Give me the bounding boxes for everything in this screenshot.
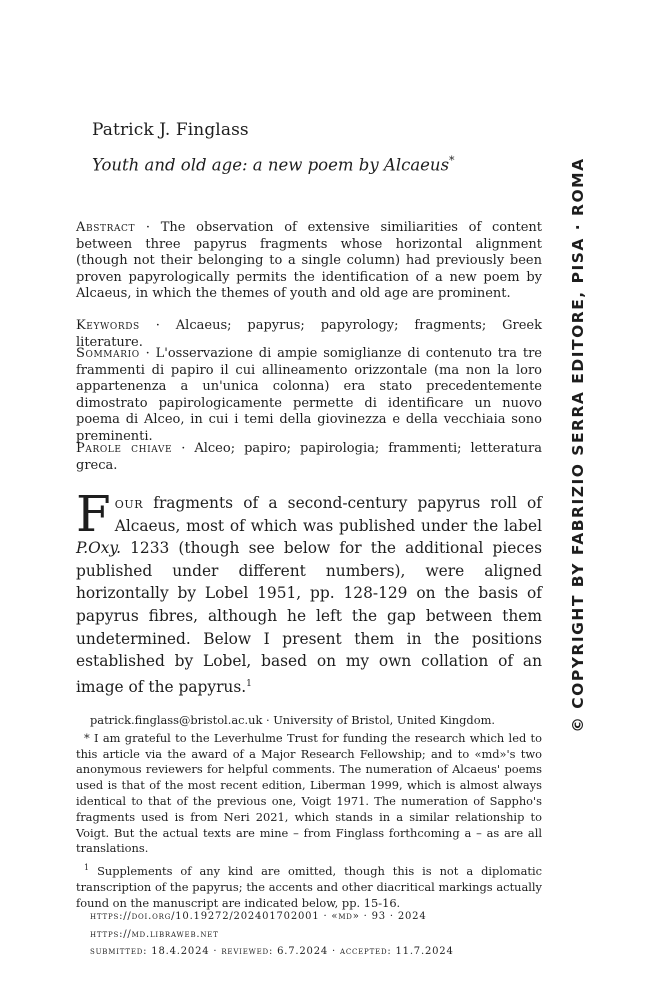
sommario-separator: · (145, 346, 150, 361)
abstract-separator: · (145, 220, 150, 235)
footnote-1-text: Supplements of any kind are omitted, though this is not a diplomatic transcription of the papyrus; the accents and other diacritical markings actually found on the manuscript are indicated below, pp. 15-16. (76, 863, 542, 910)
title-footnote-mark: * (449, 154, 455, 167)
keywords-text: Alcaeus; papyrus; papyrology; fragments; Greek literature. (76, 318, 542, 350)
author-name: Patrick J. Finglass (92, 120, 249, 140)
article-title (92, 154, 455, 175)
footnote-ref-1[interactable]: 1 (246, 678, 252, 689)
footnote-1-marker: 1 (84, 863, 90, 873)
author-affiliation (90, 713, 542, 729)
first-word-rest: our (114, 494, 144, 512)
footnote-star-text: I am grateful to the Leverhulme Trust for funding the research which led to this article via the award of a Major Research Fellowship; and to «md»'s two anonymous reviewers for helpful comments. The numeration of Alcaeus' poems used is that of the most recent edition, Liberman 1999, which is almost always identical to that of the previous one, Voigt 1971. The numeration of Sappho's fragments used is from Neri 2021, which stands in a similar relationship to Voigt. But the actual texts are mine – from Finglass forthcoming a – as are all translations. (76, 730, 542, 856)
journal-url[interactable]: https://md.libraweb.net (90, 929, 219, 940)
keywords-label: Keywords (76, 318, 140, 333)
parole-chiave-label: Parole chiave (76, 441, 173, 456)
papyrus-label: P.Oxy. (76, 539, 121, 558)
footnote-1 (76, 860, 542, 911)
copyright-notice: © COPYRIGHT BY FABRIZIO SERRA EDITORE, PISA · ROMA (569, 157, 587, 733)
drop-cap: F (76, 485, 111, 543)
sommario-section (76, 346, 542, 446)
footnote-star-marker: * (84, 730, 90, 745)
parole-chiave-text: Alceo; papiro; papirologia; frammenti; letteratura greca. (76, 441, 543, 473)
abstract-text: The observation of extensive similiarities of content between three papyrus fragments whose horizontal alignment (though not their belonging to a single column) had previously been proven papyrologically permits the identification of a new poem by Alcaeus, in which the themes of youth and old age are prominent. (76, 220, 542, 302)
abstract-label: Abstract (76, 220, 136, 235)
body-text-part2: 1233 (though see below for the additional pieces published under different numbers), were aligned horizontally by Lobel 1951, pp. 128-129 on the basis of papyrus fibres, although he left the gap between them undetermined. Below I present them in the positions established by Lobel, based on my own collation of an image of the papyrus. (76, 539, 542, 696)
doi-line[interactable]: https://doi.org/10.19272/202401702001 · «md» · 93 · 2024 (90, 911, 427, 922)
body-text-part1: fragments of a second-century papyrus roll of Alcaeus, most of which was published under the label (114, 494, 542, 535)
title-text: Youth and old age: a new poem by Alcaeus (92, 155, 450, 175)
keywords-separator: · (155, 318, 160, 333)
body-paragraph (76, 485, 542, 698)
parole-chiave-section (76, 441, 542, 474)
author-email-affiliation: patrick.finglass@bristol.ac.uk · University of Bristol, United Kingdom. (90, 713, 496, 727)
footnotes-section (76, 713, 542, 911)
parole-chiave-separator: · (181, 441, 186, 456)
sommario-text: L'osservazione di ampie somiglianze di contenuto tra tre frammenti di papiro il cui allineamento orizzontale (ma non la loro appartenenza a un'unica colonna) era stato precedentemente dimostrato papirologicamente permette di identificare un nuovo poema di Alceo, in cui i temi della giovinezza e della vecchiaia sono preminenti. (76, 346, 542, 444)
submission-dates: submitted: 18.4.2024 · reviewed: 6.7.2024 · accepted: 11.7.2024 (90, 946, 454, 957)
footnote-star (76, 731, 542, 857)
abstract-section (76, 220, 542, 303)
sommario-label: Sommario (76, 346, 140, 361)
